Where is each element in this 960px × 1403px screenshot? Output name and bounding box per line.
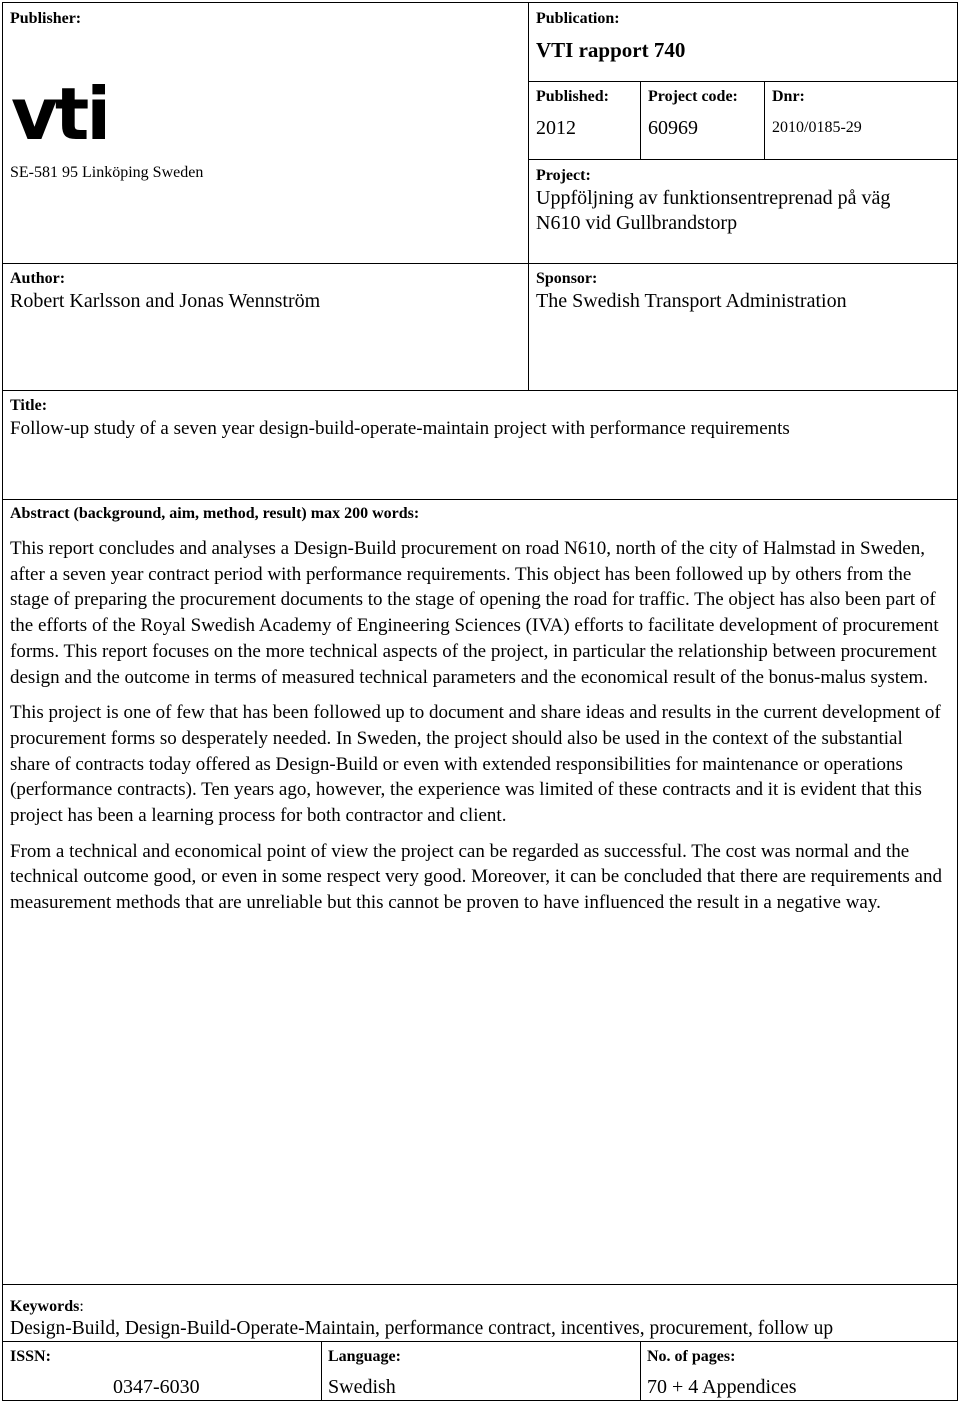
issn-label: ISSN: xyxy=(10,1348,51,1365)
abstract-paragraph: From a technical and economical point of view the project can be regarded as successful. The cost was normal and the technical outcome good, or even in some respect very good. Moreover, it can be concluded that there are requirements and measurement methods that are unreliable but this cannot be proven to have influenced the result in a negative way. xyxy=(10,840,942,914)
abstract-label: Abstract (background, aim, method, result) max 200 words: xyxy=(10,505,420,522)
author-label: Author: xyxy=(10,270,66,287)
author-value: Robert Karlsson and Jonas Wennström xyxy=(10,290,321,312)
publication-label: Publication: xyxy=(536,10,620,27)
keywords-section xyxy=(2,1284,958,1342)
keywords-label-wrap xyxy=(10,1297,84,1317)
divider xyxy=(529,159,957,160)
abstract-paragraph: This report concludes and analyses a Design-Build procurement on road N610, north of the city of Halmstad in Sweden, after a seven year contract period with performance requirements. This object has been followed up by others from the stage of preparing the procurement documents to the stage of opening the road for traffic. The object has also been part of the efforts of the Royal Swedish Academy of Engineering Sciences (IVA) efforts to facilitate development of procurement forms. This report focuses on the more technical aspects of the project, in particular the relationship between procurement design and the outcome in terms of measured technical parameters and the economical result of the bonus-malus system. xyxy=(10,538,939,688)
title-label: Title: xyxy=(10,397,48,414)
title-value: Follow-up study of a seven year design-build-operate-maintain project with performance requirements xyxy=(10,418,790,439)
keywords-value: Design-Build, Design-Build-Operate-Maintain, performance contract, incentives, procurement, follow up xyxy=(10,1318,834,1339)
dnr-label: Dnr: xyxy=(772,88,805,105)
abstract-paragraph: This project is one of few that has been followed up to document and share ideas and results in the current development of procurement forms so desperately needed. In Sweden, the project should also be used in the context of the substantial share of contracts today offered as Design-Build or even with extended responsibilities for maintenance or operations (performance contracts). Ten years ago, however, the experience was limited of these contracts and it is evident that this project has been a learning process for both contractor and client. xyxy=(10,702,941,827)
sponsor-section xyxy=(528,263,958,391)
publication-value: VTI rapport 740 xyxy=(536,38,686,62)
sponsor-value: The Swedish Transport Administration xyxy=(536,290,847,312)
project-value-line1: Uppföljning av funktionsentreprenad på väg xyxy=(536,187,891,209)
keywords-colon: : xyxy=(79,1298,84,1315)
project-label: Project: xyxy=(536,167,591,184)
abstract-body xyxy=(10,536,946,926)
issn-value: 0347-6030 xyxy=(113,1376,200,1398)
divider xyxy=(640,81,641,160)
pages-value: 70 + 4 Appendices xyxy=(647,1376,797,1398)
keywords-label: Keywords xyxy=(10,1298,80,1315)
project-value-line2: N610 vid Gullbrandstorp xyxy=(536,212,738,234)
publication-section xyxy=(528,2,958,264)
sponsor-label: Sponsor: xyxy=(536,270,598,287)
dnr-value: 2010/0185-29 xyxy=(772,119,862,136)
publisher-section xyxy=(2,2,529,264)
divider xyxy=(764,81,765,160)
author-section xyxy=(2,263,529,391)
issn-section xyxy=(2,1341,322,1401)
published-value: 2012 xyxy=(536,117,576,139)
publisher-address: SE-581 95 Linköping Sweden xyxy=(10,164,204,181)
published-label: Published: xyxy=(536,88,609,105)
vti-logo-text: vti xyxy=(11,83,109,153)
divider xyxy=(529,81,957,82)
project-code-value: 60969 xyxy=(648,117,698,139)
pages-label: No. of pages: xyxy=(647,1348,736,1365)
project-code-label: Project code: xyxy=(648,88,738,105)
language-label: Language: xyxy=(328,1348,401,1365)
abstract-section xyxy=(2,499,958,1285)
publisher-label: Publisher: xyxy=(10,10,82,27)
vti-logo xyxy=(11,83,111,158)
language-section xyxy=(321,1341,641,1401)
pages-section xyxy=(640,1341,958,1401)
language-value: Swedish xyxy=(328,1376,396,1398)
title-section xyxy=(2,390,958,500)
